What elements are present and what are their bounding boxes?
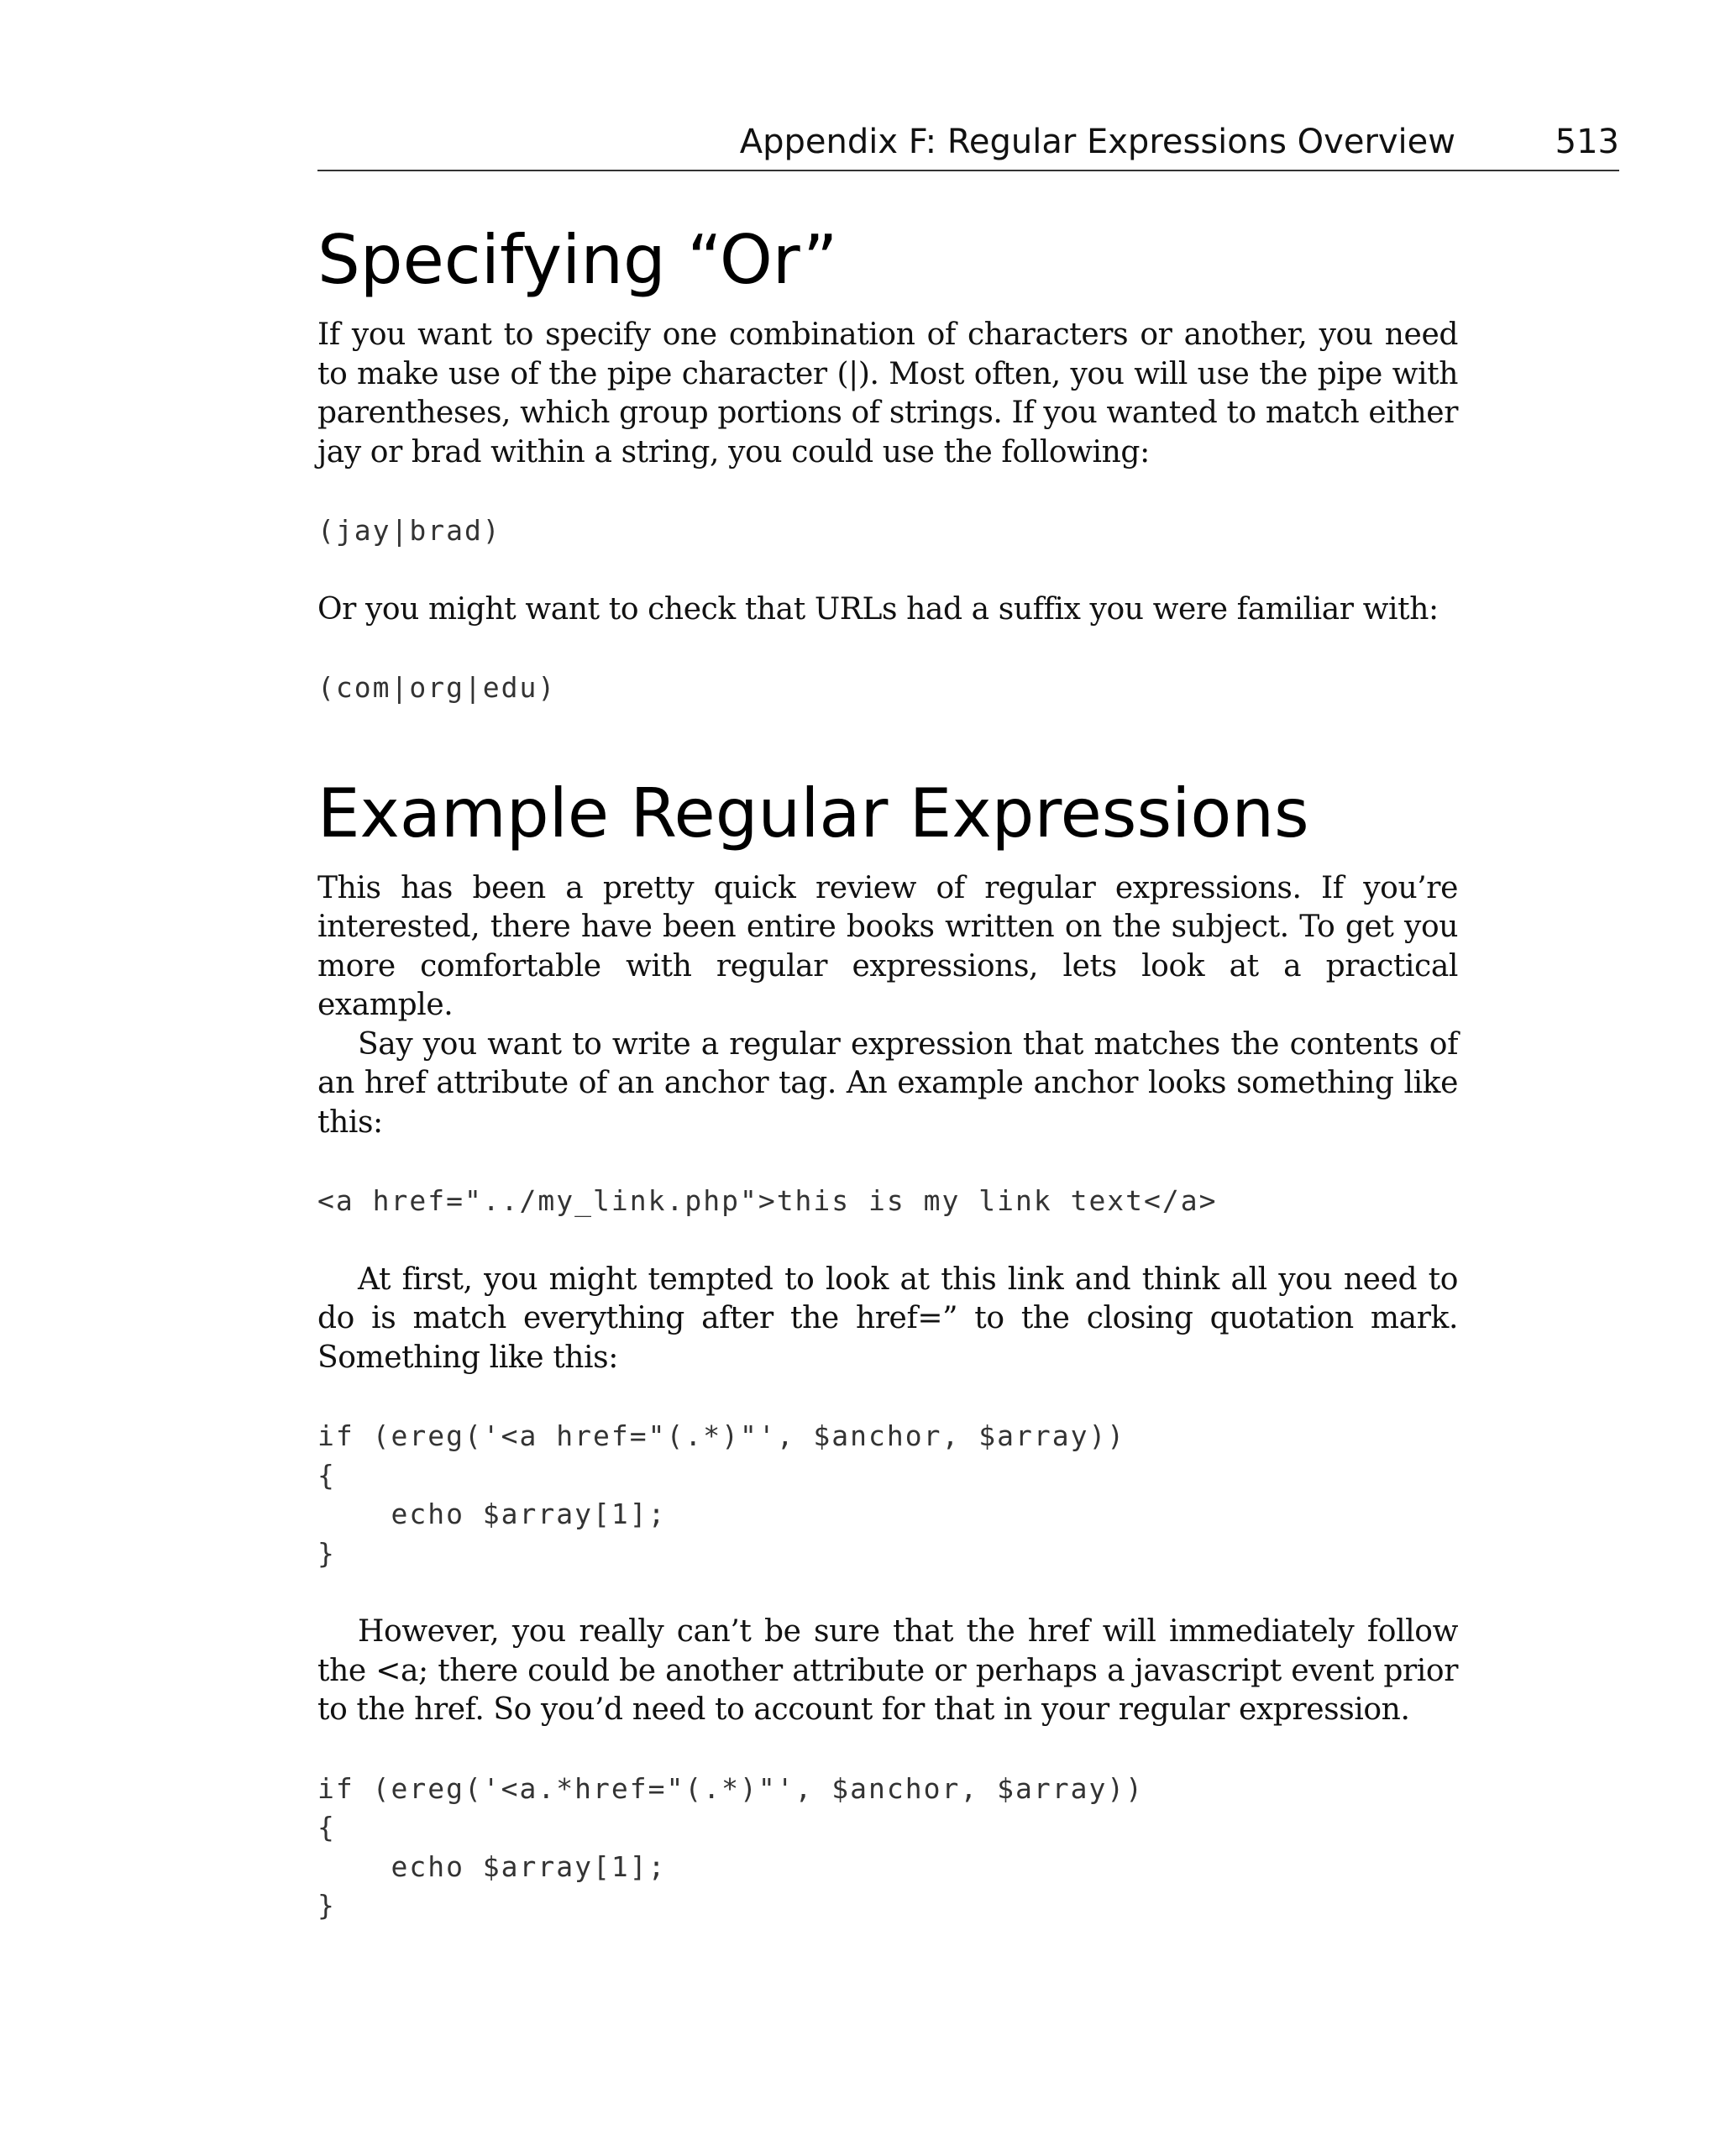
code-block: <a href="../my_link.php">this is my link text</a> [317, 1184, 1218, 1217]
section-heading-specifying-or: Specifying “Or” [317, 221, 838, 299]
code-block: if (ereg('<a.*href="(.*)"', $anchor, $array)) { echo $array[1]; } [317, 1771, 1145, 1922]
page-content [317, 220, 1458, 1965]
running-header [317, 118, 1619, 171]
paragraph: If you want to specify one combination of characters or another, you need to make use of the pipe character (|). Most often, you will use the pipe with parentheses, which group portions of strings. If you wanted to match either jay or brad within a string, you could use the following: [317, 317, 1458, 469]
paragraph: However, you really can’t be sure that the href will immediately follow the <a; there could be another attribute or perhaps a javascript event prior to the href. So you’d need to account for that in your regular expression. [317, 1614, 1458, 1727]
code-block: if (ereg('<a href="(.*)"', $anchor, $array)) { echo $array[1]; } [317, 1419, 1126, 1570]
code-block: (jay|brad) [317, 514, 501, 547]
paragraph: This has been a pretty quick review of regular expressions. If you’re interested, there have been entire books written on the subject. To get you more comfortable with regular expressions, lets look at a practical example. [317, 870, 1458, 1022]
paragraph: Or you might want to check that URLs had a suffix you were familiar with: [317, 591, 1439, 627]
paragraph: At first, you might tempted to look at this link and think all you need to do is match everything after the href=” to the closing quotation mark. Something like this: [317, 1262, 1458, 1375]
section-heading-example-regular-expressions: Example Regular Expressions [317, 774, 1309, 852]
page-number: 513 [1555, 123, 1619, 161]
header-title: Appendix F: Regular Expressions Overview [739, 123, 1455, 161]
paragraph: Say you want to write a regular expression that matches the contents of an href attribute of an anchor tag. An example anchor looks something like this: [317, 1026, 1458, 1140]
code-block: (com|org|edu) [317, 671, 557, 704]
